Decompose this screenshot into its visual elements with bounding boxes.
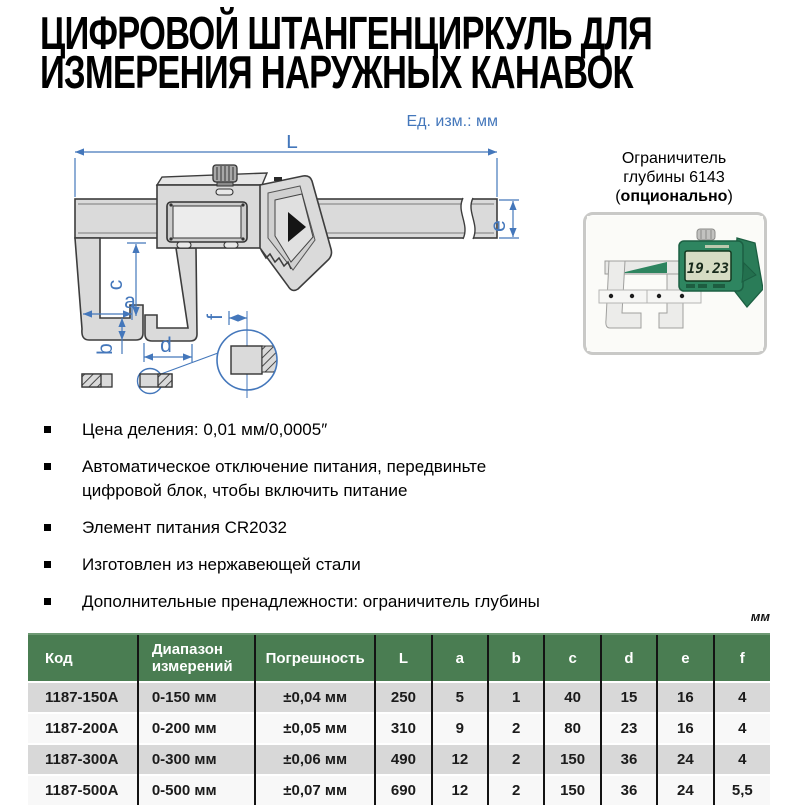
cell-code: 1187-300A	[28, 744, 138, 775]
cell-d: 36	[601, 744, 657, 775]
table-unit-label: мм	[750, 609, 770, 624]
cell-range: 0-300 мм	[138, 744, 255, 775]
table-row	[28, 682, 770, 713]
dimension-label-c: c	[104, 279, 127, 291]
cell-e: 16	[657, 682, 713, 713]
option-caption-line1: Ограничитель	[621, 150, 727, 167]
units-note: Ед. изм.: мм	[406, 113, 498, 130]
dimension-label-d: d	[160, 334, 172, 357]
cell-L: 490	[375, 744, 431, 775]
column-header-accuracy: Погрешность	[255, 634, 375, 682]
cell-f: 4	[714, 682, 770, 713]
column-header-f: f	[714, 634, 770, 682]
moving-jaw	[145, 248, 197, 341]
cell-e: 16	[657, 713, 713, 744]
cell-accuracy: ±0,06 мм	[255, 744, 375, 775]
cell-code: 1187-150A	[28, 682, 138, 713]
bullet-square-icon	[44, 463, 51, 470]
dimension-label-f: f	[204, 314, 227, 320]
table-row	[28, 713, 770, 744]
bullet-square-icon	[44, 598, 51, 605]
option-photo-box	[583, 212, 767, 355]
feature-text: Элемент питания CR2032	[82, 518, 288, 537]
bullet-square-icon	[44, 524, 51, 531]
lcd-display	[167, 202, 247, 242]
cross-section-symbols	[82, 374, 172, 387]
cell-a: 12	[432, 744, 488, 775]
spec-table-container	[28, 633, 770, 805]
list-item	[44, 516, 549, 540]
cell-L: 250	[375, 682, 431, 713]
cell-f: 5,5	[714, 775, 770, 805]
list-item	[44, 455, 549, 503]
column-header-d: d	[601, 634, 657, 682]
feature-text: Изготовлен из нержавеющей стали	[82, 555, 361, 574]
cell-d: 23	[601, 713, 657, 744]
dimension-label-a: a	[124, 290, 136, 313]
dimension-label-e: e	[487, 220, 510, 232]
cell-L: 310	[375, 713, 431, 744]
list-item	[44, 590, 549, 614]
cell-b: 2	[488, 775, 544, 805]
option-caption-line2: глубины 6143	[623, 169, 725, 186]
cell-c: 150	[544, 744, 600, 775]
cell-d: 15	[601, 682, 657, 713]
cell-range: 0-500 мм	[138, 775, 255, 805]
cell-range: 0-150 мм	[138, 682, 255, 713]
cell-a: 5	[432, 682, 488, 713]
cell-code: 1187-200A	[28, 713, 138, 744]
table-header-row	[28, 634, 770, 682]
cell-L: 690	[375, 775, 431, 805]
column-header-code: Код	[28, 634, 138, 682]
page-title	[40, 7, 800, 98]
cell-accuracy: ±0,04 мм	[255, 682, 375, 713]
feature-list	[44, 418, 549, 627]
option-caption-line3: (опционально)	[615, 188, 733, 205]
page-title-line1: ЦИФРОВОЙ ШТАНГЕНЦИРКУЛЬ ДЛЯ	[40, 7, 652, 59]
cell-e: 24	[657, 775, 713, 805]
cell-b: 2	[488, 713, 544, 744]
dimension-label-b: b	[94, 343, 117, 355]
cell-f: 4	[714, 713, 770, 744]
column-header-range: Диапазон измерений	[138, 634, 255, 682]
dimension-label-L: L	[286, 135, 298, 153]
column-header-L: L	[375, 634, 431, 682]
bullet-square-icon	[44, 426, 51, 433]
column-header-a: a	[432, 634, 488, 682]
column-header-b: b	[488, 634, 544, 682]
spec-table	[28, 633, 770, 805]
table-row	[28, 775, 770, 805]
page-title-line2: ИЗМЕРЕНИЯ НАРУЖНЫХ КАНАВОК	[40, 46, 633, 98]
caliper-technical-drawing	[30, 135, 535, 405]
photo-depth-stop-plates	[599, 290, 701, 303]
cell-b: 1	[488, 682, 544, 713]
option-caption	[583, 149, 765, 206]
detail-section-view	[231, 346, 277, 374]
cell-d: 36	[601, 775, 657, 805]
list-item	[44, 418, 549, 442]
cell-a: 12	[432, 775, 488, 805]
column-header-c: c	[544, 634, 600, 682]
cell-accuracy: ±0,07 мм	[255, 775, 375, 805]
cell-accuracy: ±0,05 мм	[255, 713, 375, 744]
list-item	[44, 553, 549, 577]
cell-range: 0-200 мм	[138, 713, 255, 744]
cell-b: 2	[488, 744, 544, 775]
table-row	[28, 744, 770, 775]
lock-screw	[274, 177, 282, 181]
option-photo-caliper	[587, 216, 763, 351]
feature-text: Автоматическое отключение питания, передвиньте цифровой блок, чтобы включить питание	[82, 457, 487, 500]
cell-c: 80	[544, 713, 600, 744]
bullet-square-icon	[44, 561, 51, 568]
cell-f: 4	[714, 744, 770, 775]
cell-e: 24	[657, 744, 713, 775]
cell-a: 9	[432, 713, 488, 744]
cell-code: 1187-500A	[28, 775, 138, 805]
thumb-grip-head	[260, 176, 332, 291]
column-header-e: e	[657, 634, 713, 682]
cell-c: 40	[544, 682, 600, 713]
cell-c: 150	[544, 775, 600, 805]
photo-lcd-value: 19.23	[686, 261, 730, 277]
feature-text: Дополнительные пренадлежности: ограничитель глубины	[82, 592, 540, 611]
feature-text: Цена деления: 0,01 мм/0,0005″	[82, 420, 328, 439]
